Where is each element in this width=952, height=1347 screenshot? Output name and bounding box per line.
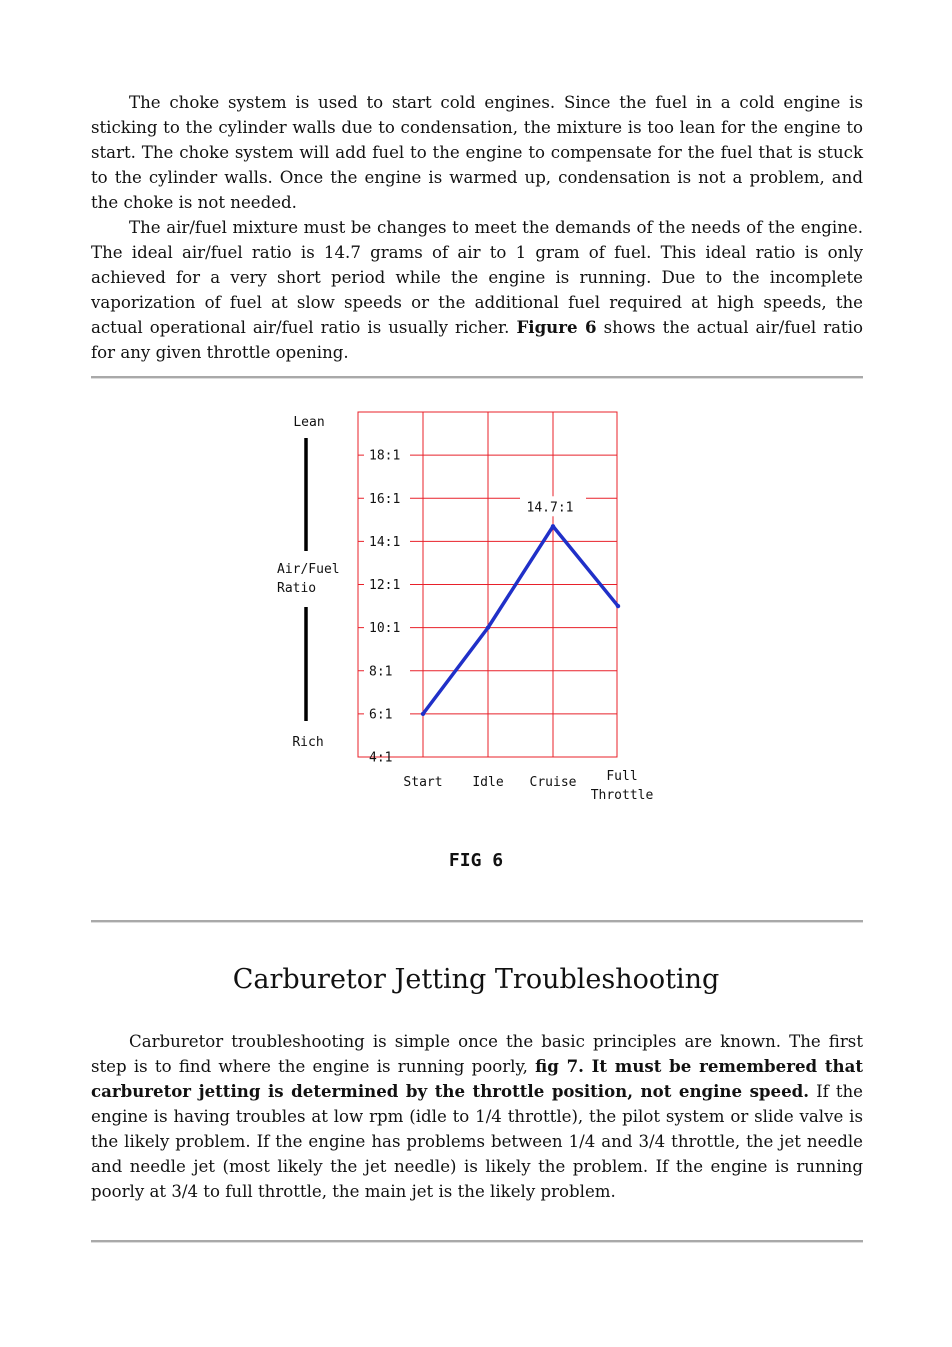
troubleshooting-text-end: If the engine is having troubles at low rpm (idle to 1/4 throttle), the pilot system or slide valve is the likely problem. If the engine has problems between 1/4 and 3/4 throttle, the jet needle and needle jet (most likely the jet needle) is likely the problem. If the engine is running poorly at 3/4 to full throttle, the main jet is the likely problem. <box>91 1082 863 1201</box>
troubleshooting-paragraph <box>91 1029 863 1204</box>
chart-x-label: Cruise <box>529 775 577 790</box>
chart-y-tick-label: 18:1 <box>369 448 401 464</box>
jetting-emphasis: fig 7. It must be remembered that carburetor jetting is determined by the throttle position, not engine speed. <box>91 1056 863 1101</box>
chart-y-tick-label: 16:1 <box>369 491 401 507</box>
air-fuel-paragraph <box>91 215 863 365</box>
chart-y-tick-label: 6:1 <box>369 707 393 723</box>
air-fuel-text: The air/fuel mixture must be changes to meet the demands of the needs of the engine. The ideal air/fuel ratio is 14.7 grams of air to 1 gram of fuel. This ideal ratio is only achieved for a very short period while the engine is running. Due to the incomplete vaporization of fuel at slow speeds or the additional fuel required at high speeds, the actual operational air/fuel ratio is usually richer. <box>91 218 863 337</box>
divider-middle <box>91 920 863 923</box>
chart-y-ticks <box>369 449 400 766</box>
choke-paragraph <box>91 90 863 215</box>
divider-bottom <box>91 1240 863 1243</box>
chart-y-tick-label: 14:1 <box>369 534 401 550</box>
chart-x-label: Start <box>403 775 443 790</box>
rich-label: Rich <box>292 735 324 750</box>
chart-y-tick-label: 10:1 <box>369 621 401 637</box>
chart-x-label: Throttle <box>590 788 654 803</box>
chart-y-tick-label: 12:1 <box>369 578 401 593</box>
chart-data-point <box>486 625 490 629</box>
peak-ratio-annotation: 14.7:1 <box>526 500 574 516</box>
air-fuel-ratio-chart <box>262 400 682 820</box>
air-fuel-ratio-label: Ratio <box>277 581 317 596</box>
troubleshooting-text: Carburetor troubleshooting is simple once the basic principles are known. The first step is to find where the engine is running poorly, <box>91 1032 863 1076</box>
chart-data-point <box>421 712 425 716</box>
chart-data-point <box>616 604 620 608</box>
chart-x-labels <box>403 769 653 803</box>
chart-x-label: Idle <box>472 775 504 790</box>
divider-top <box>91 376 863 379</box>
chart-x-label: Full <box>606 769 638 784</box>
chart-y-tick-label: 4:1 <box>369 750 393 766</box>
choke-text: The choke system is used to start cold engines. Since the fuel in a cold engine is sticking to the cylinder walls due to condensation, the mixture is too lean for the engine to start. The choke system will add fuel to the engine to compensate for the fuel that is stuck to the cylinder walls. Once the engine is warmed up, condensation is not a problem, and the choke is not needed. <box>91 93 863 212</box>
section-heading: Carburetor Jetting Troubleshooting <box>232 964 720 995</box>
figure-caption: FIG 6 <box>448 850 504 871</box>
figure-6-reference: Figure 6 <box>516 317 597 337</box>
chart-side-scale <box>277 415 340 750</box>
chart-series <box>421 496 620 716</box>
air-fuel-ratio-label: Air/Fuel <box>277 562 340 577</box>
chart-y-tick-label: 8:1 <box>369 664 393 680</box>
chart-data-point <box>551 524 555 528</box>
air-fuel-text-end: shows the actual air/fuel ratio for any given throttle opening. <box>91 318 864 362</box>
air-fuel-ratio-line <box>423 526 618 714</box>
lean-label: Lean <box>293 415 325 430</box>
